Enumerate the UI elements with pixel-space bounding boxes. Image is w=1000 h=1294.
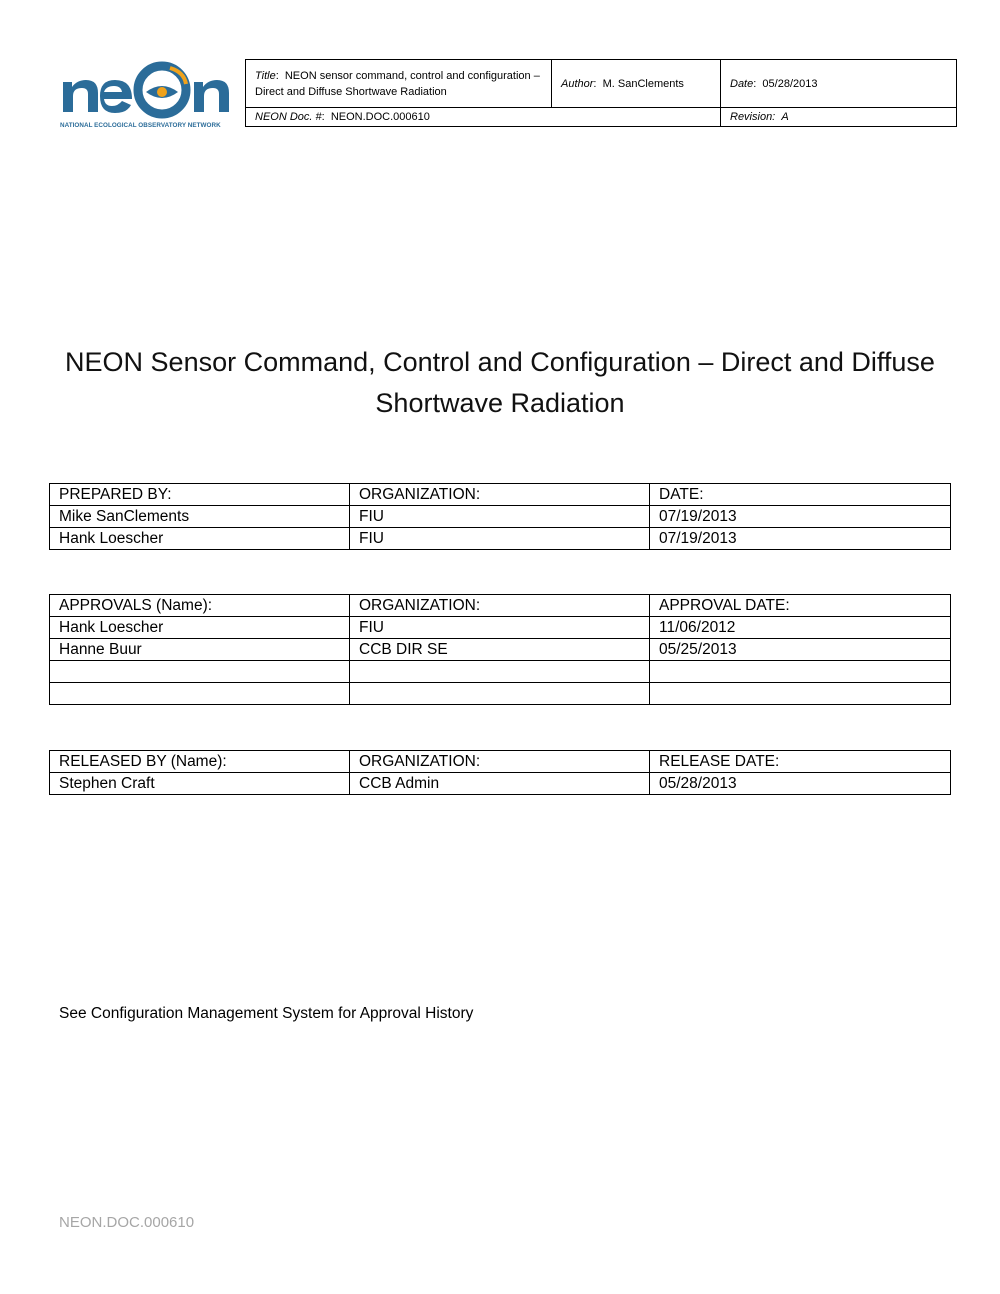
neon-logo-icon bbox=[60, 60, 236, 120]
header-revision-label: Revision: bbox=[730, 111, 776, 123]
header-title-value: NEON sensor command, control and configuration – Direct and Diffuse Shortwave Radiation bbox=[255, 69, 540, 98]
table-cell: 11/06/2012 bbox=[650, 617, 951, 639]
table-cell: FIU bbox=[350, 506, 650, 528]
table-cell: CCB DIR SE bbox=[350, 639, 650, 661]
table-header-row bbox=[50, 595, 951, 617]
document-header-table bbox=[245, 59, 957, 127]
table-cell: Mike SanClements bbox=[50, 506, 350, 528]
released-by-table bbox=[49, 750, 951, 795]
table-row bbox=[50, 661, 951, 683]
table-cell: 05/25/2013 bbox=[650, 639, 951, 661]
table-header-cell: DATE: bbox=[650, 484, 951, 506]
footer-document-number: NEON.DOC.000610 bbox=[59, 1214, 195, 1231]
table-row bbox=[50, 639, 951, 661]
table-cell bbox=[50, 661, 350, 683]
table-header-cell: ORGANIZATION: bbox=[350, 484, 650, 506]
table-cell: 07/19/2013 bbox=[650, 506, 951, 528]
header-revision-cell bbox=[721, 108, 957, 127]
table-cell: Hank Loescher bbox=[50, 528, 350, 550]
table-row bbox=[50, 528, 951, 550]
table-cell: CCB Admin bbox=[350, 773, 650, 795]
table-header-cell: APPROVALS (Name): bbox=[50, 595, 350, 617]
table-header-cell: RELEASED BY (Name): bbox=[50, 751, 350, 773]
table-cell: Stephen Craft bbox=[50, 773, 350, 795]
header-author-cell: Author: M. SanClements bbox=[552, 60, 721, 108]
header-author-label: Author bbox=[561, 77, 594, 90]
table-cell bbox=[50, 683, 350, 705]
table-header-cell: PREPARED BY: bbox=[50, 484, 350, 506]
approvals-table bbox=[49, 594, 951, 705]
logo-subtitle: NATIONAL ECOLOGICAL OBSERVATORY NETWORK bbox=[60, 122, 221, 129]
table-cell: FIU bbox=[350, 528, 650, 550]
table-cell bbox=[650, 683, 951, 705]
table-cell: Hank Loescher bbox=[50, 617, 350, 639]
header-docnum-cell: NEON Doc. #: NEON.DOC.000610 bbox=[246, 108, 721, 127]
table-row bbox=[50, 506, 951, 528]
header-docnum-value: NEON.DOC.000610 bbox=[330, 111, 430, 123]
header-title-label: Title bbox=[255, 69, 276, 82]
header-date-cell: Date: 05/28/2013 bbox=[721, 60, 957, 108]
table-header-row bbox=[50, 484, 951, 506]
header-author-value: M. SanClements bbox=[602, 77, 684, 90]
table-cell bbox=[650, 661, 951, 683]
table-row bbox=[50, 773, 951, 795]
table-header-cell: ORGANIZATION: bbox=[350, 595, 650, 617]
header-docnum-label: NEON Doc. # bbox=[255, 111, 322, 123]
table-header-cell: ORGANIZATION: bbox=[350, 751, 650, 773]
table-cell: Hanne Buur bbox=[50, 639, 350, 661]
table-header-cell: RELEASE DATE: bbox=[650, 751, 951, 773]
prepared-by-table bbox=[49, 483, 951, 550]
table-row bbox=[50, 617, 951, 639]
table-cell bbox=[350, 661, 650, 683]
table-cell bbox=[350, 683, 650, 705]
neon-logo bbox=[60, 60, 236, 134]
table-cell: FIU bbox=[350, 617, 650, 639]
table-cell: 05/28/2013 bbox=[650, 773, 951, 795]
approval-history-note: See Configuration Management System for Approval History bbox=[59, 1005, 474, 1022]
header-date-value: 05/28/2013 bbox=[762, 77, 818, 90]
table-cell: 07/19/2013 bbox=[650, 528, 951, 550]
header-revision-value: A bbox=[781, 111, 789, 123]
table-header-cell: APPROVAL DATE: bbox=[650, 595, 951, 617]
table-row bbox=[50, 683, 951, 705]
table-header-row bbox=[50, 751, 951, 773]
document-title: NEON Sensor Command, Control and Configuration – Direct and Diffuse Shortwave Radiation bbox=[65, 347, 935, 418]
header-title-cell: Title: NEON sensor command, control and configuration – Direct and Diffuse Shortwave Radiation bbox=[246, 60, 552, 108]
header-date-label: Date bbox=[730, 77, 754, 90]
